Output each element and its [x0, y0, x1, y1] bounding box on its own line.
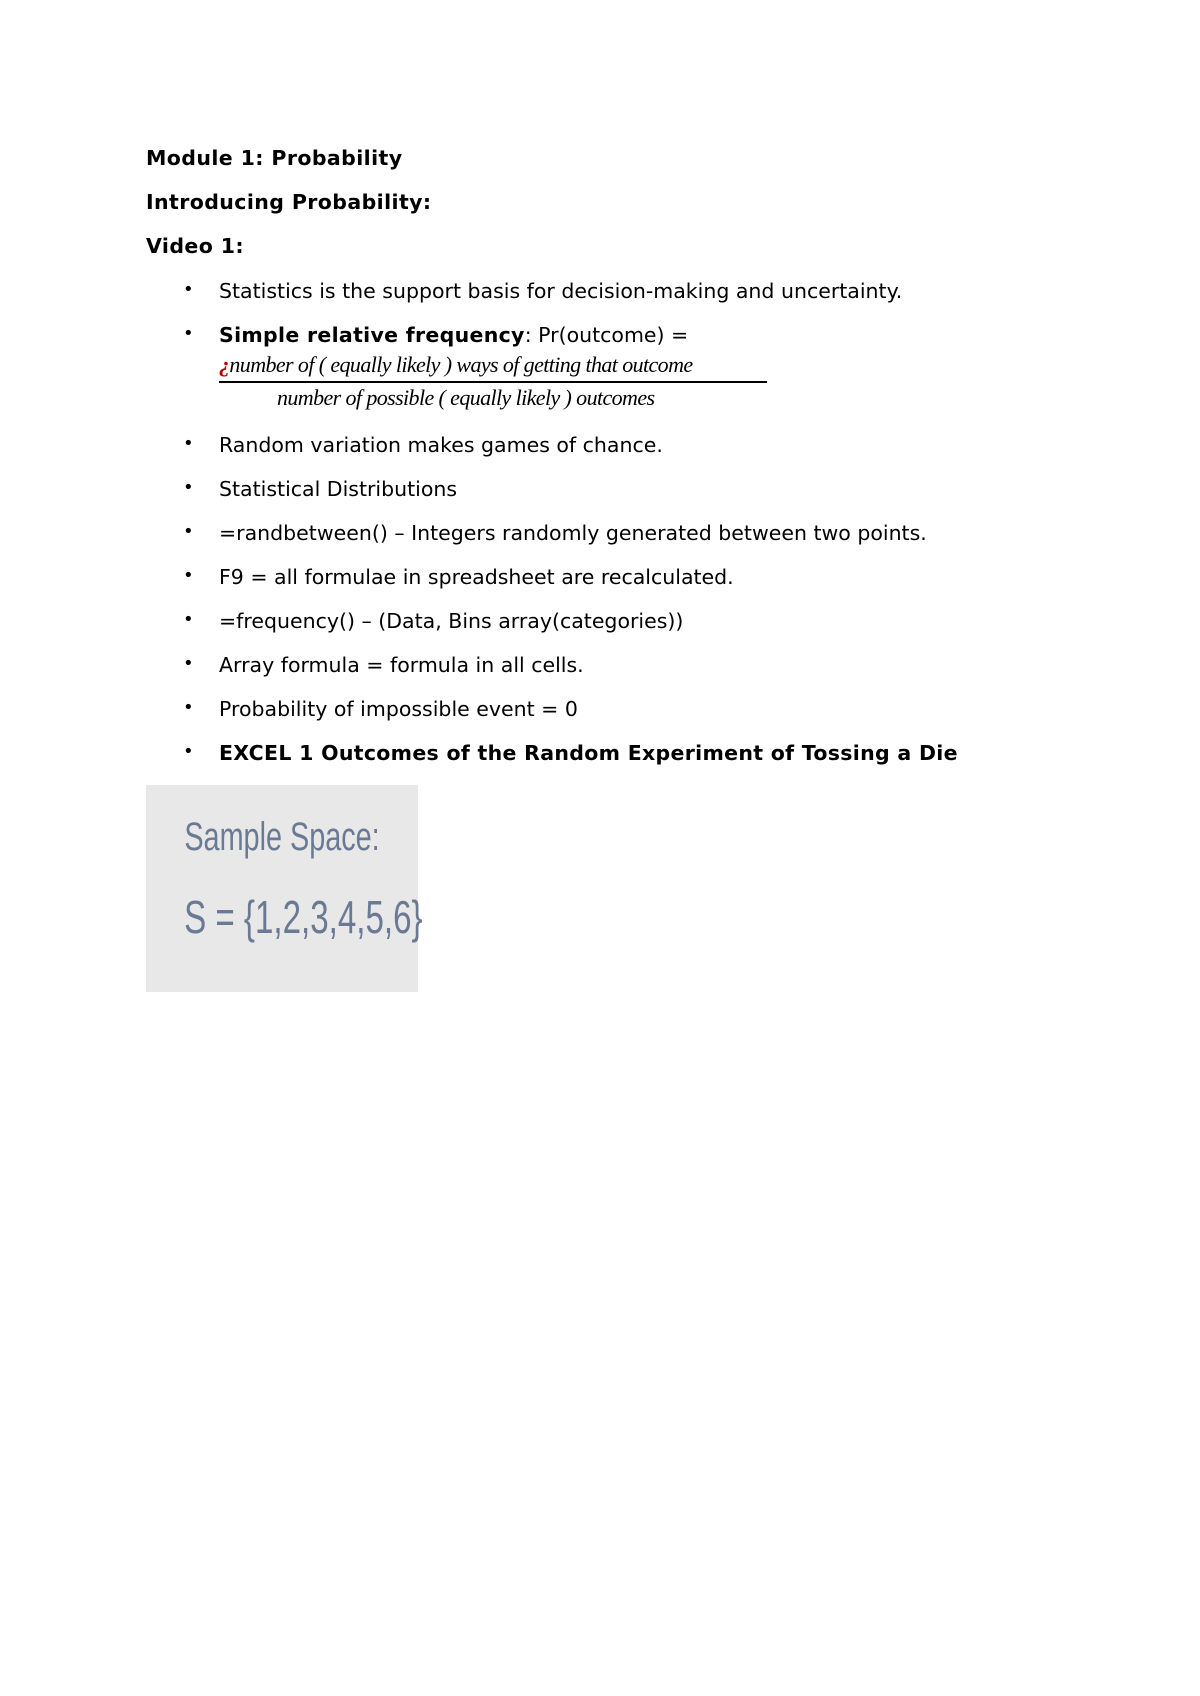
bullet-icon: • [183, 565, 194, 586]
module-heading: Module 1: Probability [146, 146, 403, 170]
bullet-icon: • [183, 323, 194, 344]
bullet-icon: • [183, 477, 194, 498]
list-item-text: =randbetween() – Integers randomly generated between two points. [219, 521, 927, 545]
bullet-icon: • [183, 697, 194, 718]
fraction-bar [219, 381, 767, 383]
bullet-icon: • [183, 521, 194, 542]
bullet-icon: • [183, 741, 194, 762]
section-heading: Introducing Probability: [146, 190, 432, 214]
numerator-text: number of ( equally likely ) ways of getting that outcome [229, 352, 693, 377]
list-item-text: Statistics is the support basis for decision-making and uncertainty. [219, 279, 903, 303]
sample-space-image [146, 785, 423, 992]
formula-numerator [219, 352, 767, 378]
sample-space-set: S = {1,2,3,4,5,6} [184, 891, 423, 943]
term-bold: Simple relative frequency [219, 323, 525, 347]
error-glyph: ¿ [219, 352, 230, 377]
sample-space-title: Sample Space: [184, 815, 380, 859]
bullet-icon: • [183, 279, 194, 300]
formula-denominator: number of possible ( equally likely ) outcomes [277, 385, 655, 410]
term-definition: : Pr(outcome) = [524, 323, 689, 347]
list-item-text [219, 323, 688, 347]
bullet-icon: • [183, 433, 194, 454]
relative-frequency-formula [219, 352, 767, 414]
bullet-icon: • [183, 653, 194, 674]
list-item-text: Statistical Distributions [219, 477, 458, 501]
list-item-text: =frequency() – (Data, Bins array(categories)) [219, 609, 684, 633]
list-item-text: EXCEL 1 Outcomes of the Random Experiment of Tossing a Die [219, 741, 958, 765]
video-heading: Video 1: [146, 234, 244, 258]
list-item-text: Probability of impossible event = 0 [219, 697, 578, 721]
bullet-icon: • [183, 609, 194, 630]
list-item-text: F9 = all formulae in spreadsheet are recalculated. [219, 565, 734, 589]
list-item-text: Array formula = formula in all cells. [219, 653, 584, 677]
list-item-text: Random variation makes games of chance. [219, 433, 663, 457]
